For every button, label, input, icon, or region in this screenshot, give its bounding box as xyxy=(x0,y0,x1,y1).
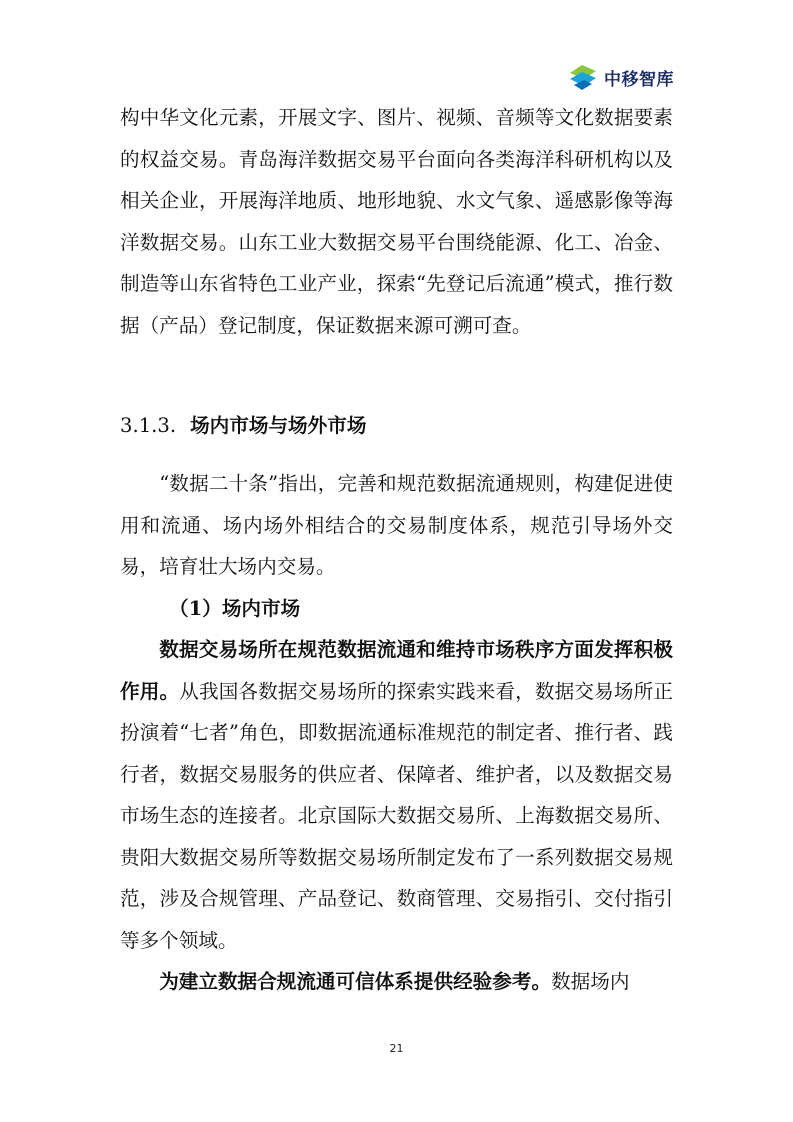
paragraph-3-body: 从我国各数据交易场所的探索实践来看，数据交易场所正扮演着“七者”角色，即数据流通标准规范的制定者、推行者、践行者，数据交易服务的供应者、保障者、维护者，以及数据交易市场生态的连接者。北京国际大数据交易所、上海数据交易所、贵阳大数据交易所等数据交易场所制定发布了一系列数据交易规范，涉及合规管理、产品登记、数商管理、交易指引、交付指引等多个领域。 xyxy=(120,679,674,952)
section-title: 场内市场与场外市场 xyxy=(190,414,367,437)
china-mobile-logo-icon xyxy=(566,61,600,93)
section-heading xyxy=(120,405,366,447)
paragraph-1: 构中华文化元素，开展文字、图片、视频、音频等文化数据要素的权益交易。青岛海洋数据交易平台面向各类海洋科研机构以及相关企业，开展海洋地质、地形地貌、水文气象、遥感影像等海洋数据交易。山东工业大数据交易平台围绕能源、化工、冶金、制造等山东省特色工业产业，探索“先登记后流通”模式，推行数据（产品）登记制度，保证数据来源可溯可查。 xyxy=(120,106,673,337)
subsection-heading: （1）场内市场 xyxy=(169,596,301,620)
page-number: 21 xyxy=(389,1042,404,1055)
paragraph-3-lead: 数据交易场所在规范数据流通和维持市场秩序方面发挥积极作用。 xyxy=(120,638,673,703)
paragraph-2: “数据二十条”指出，完善和规范数据流通规则，构建促进使用和流通、场内场外相结合的交易制度体系，规范引导场外交易，培育壮大场内交易。 xyxy=(120,472,673,578)
section-number: 3.1.3. xyxy=(120,414,177,437)
paragraph-4-lead: 为建立数据合规流通可信体系提供经验参考。 xyxy=(159,970,552,993)
paragraph-3 xyxy=(120,629,673,961)
header-logo xyxy=(566,60,674,94)
logo-text: 中移智库 xyxy=(604,69,674,90)
paragraph-4 xyxy=(120,961,673,1003)
paragraph-4-body: 数据场内 xyxy=(551,970,630,993)
